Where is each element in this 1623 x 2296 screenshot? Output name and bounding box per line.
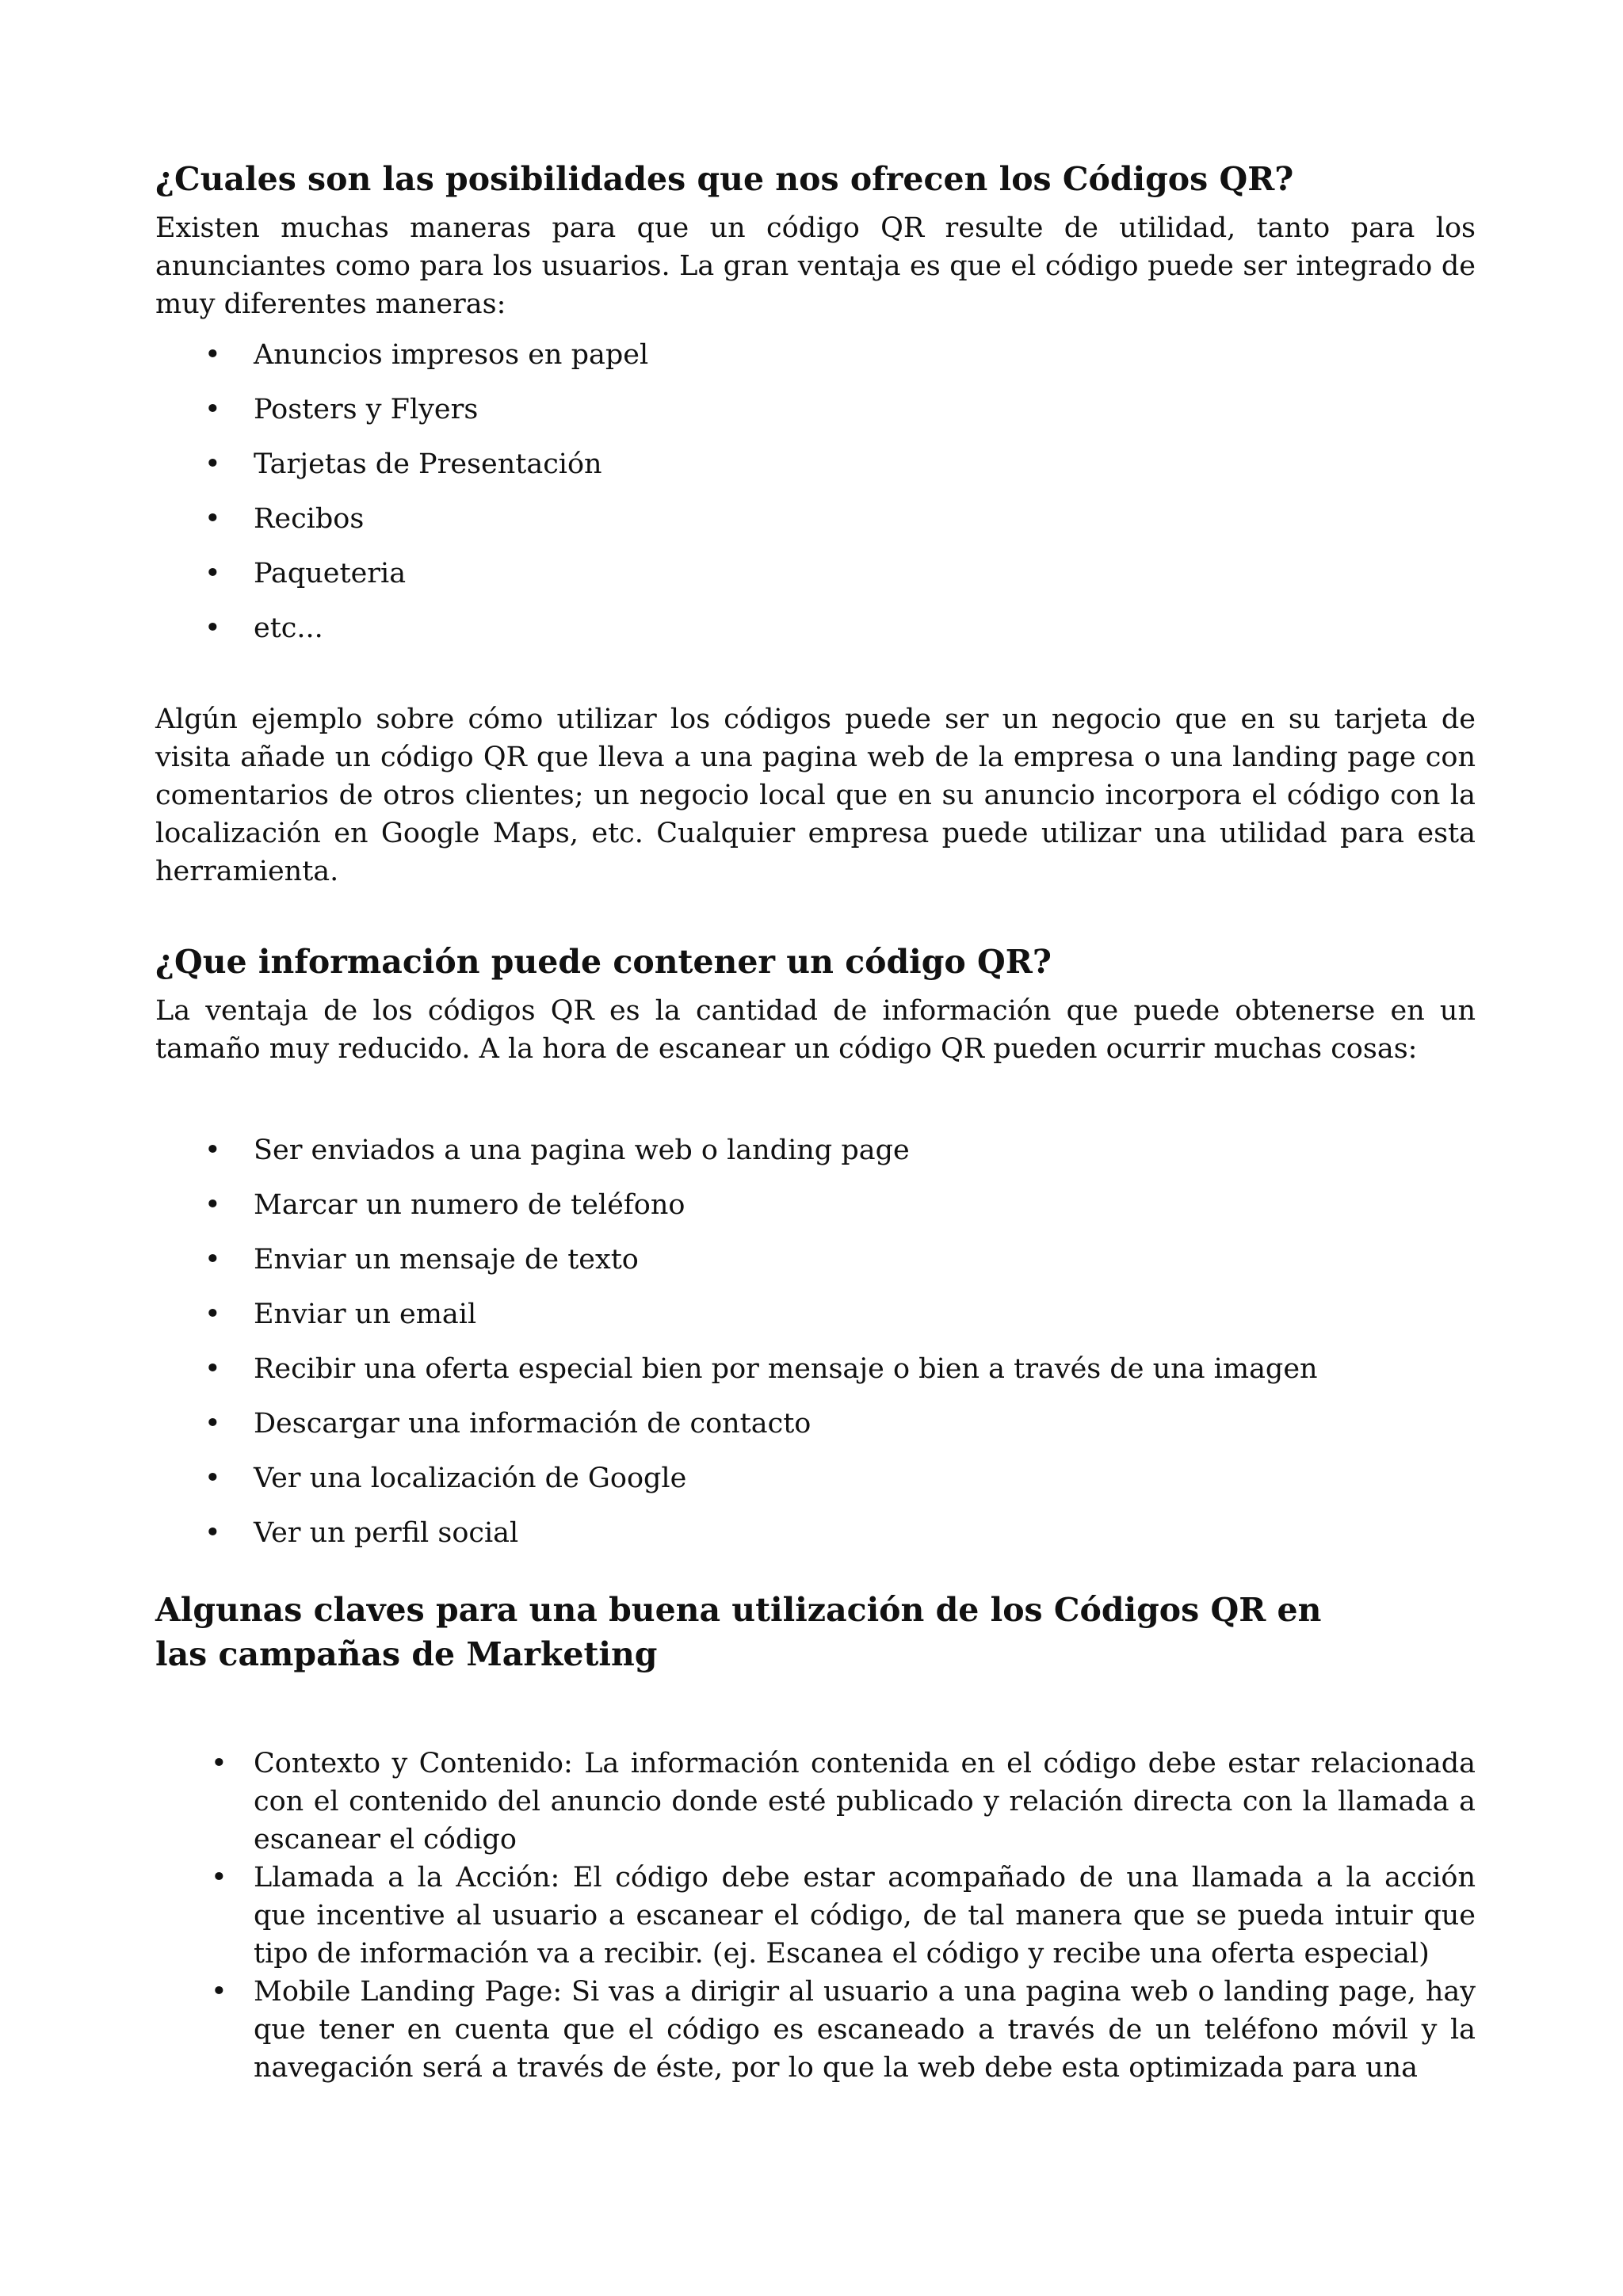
list-item: • Ver un perfil social — [155, 1506, 1476, 1561]
list-item: • Enviar un email — [155, 1287, 1476, 1342]
list-item: • Ver una localización de Google — [155, 1451, 1476, 1506]
list-item: • Enviar un mensaje de texto — [155, 1233, 1476, 1287]
section-informacion — [155, 940, 1476, 1561]
list-item: • etc... — [155, 601, 1476, 656]
bullet-list-claves — [155, 1745, 1476, 2087]
list-item: • Llamada a la Acción: El código debe estar acompañado de una llamada a la acción que incentive al usuario a escanear el código, de tal manera que se pueda intuir que tipo de información va a recibir. (ej. Escanea el código y recibe una oferta especial) — [155, 1859, 1476, 1973]
section-intro: Existen muchas maneras para que un código QR resulte de utilidad, tanto para los anunciantes como para los usuarios. La gran ventaja es que el código puede ser integrado de muy diferentes maneras: — [155, 212, 1476, 320]
list-item: • Ser enviados a una pagina web o landing page — [155, 1123, 1476, 1178]
section-heading: ¿Cuales son las posibilidades que nos ofrecen los Códigos QR? — [155, 160, 1294, 198]
bullet-list-usos — [155, 328, 1476, 656]
section-posibilidades — [155, 157, 1476, 891]
list-item: • Posters y Flyers — [155, 383, 1476, 437]
list-item: • Recibir una oferta especial bien por mensaje o bien a través de una imagen — [155, 1342, 1476, 1397]
list-item: • Recibos — [155, 492, 1476, 547]
section-claves — [155, 1588, 1476, 2087]
bullet-list-acciones — [155, 1123, 1476, 1561]
list-item: • Mobile Landing Page: Si vas a dirigir al usuario a una pagina web o landing page, hay que tener en cuenta que el código es escaneado a través de un teléfono móvil y la navegación será a través de éste, por lo que la web debe esta optimizada para una — [155, 1973, 1476, 2087]
list-item: • Marcar un numero de teléfono — [155, 1178, 1476, 1233]
section-heading: ¿Que información puede contener un código QR? — [155, 943, 1052, 981]
example-paragraph: Algún ejemplo sobre cómo utilizar los códigos puede ser un negocio que en su tarjeta de visita añade un código QR que lleva a una pagina web de la empresa o una landing page con comentarios de otros clientes; un negocio local que en su anuncio incorpora el código con la localización en Google Maps, etc. Cualquier empresa puede utilizar una utilidad para esta herramienta. — [155, 704, 1476, 887]
list-item: • Tarjetas de Presentación — [155, 437, 1476, 492]
list-item: • Contexto y Contenido: La información contenida en el código debe estar relacionada con el contenido del anuncio donde esté publicado y relación directa con la llamada a escanear el código — [155, 1745, 1476, 1859]
list-item: • Descargar una información de contacto — [155, 1397, 1476, 1451]
list-item: • Paqueteria — [155, 547, 1476, 601]
section-heading: Algunas claves para una buena utilización de los Códigos QR en las campañas de Marketing — [155, 1591, 1322, 1673]
list-item: • Anuncios impresos en papel — [155, 328, 1476, 383]
section-intro: La ventaja de los códigos QR es la cantidad de información que puede obtenerse en un tamaño muy reducido. A la hora de escanear un código QR pueden ocurrir muchas cosas: — [155, 995, 1476, 1065]
